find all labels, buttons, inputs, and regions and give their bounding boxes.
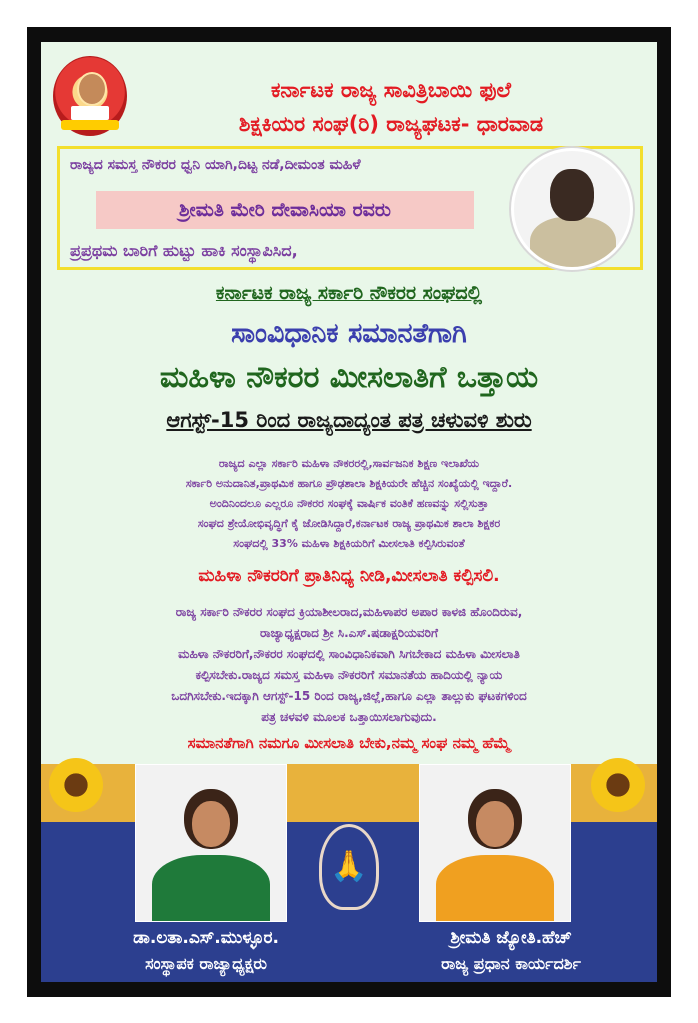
- sunflower-icon: [49, 758, 103, 812]
- president-role: ಸಂಸ್ಥಾಪಕ ರಾಜ್ಯಾಧ್ಯಕ್ಷರು: [145, 954, 267, 973]
- paragraph-2-line: ರಾಜ್ಯ ಸರ್ಕಾರಿ ನೌಕರರ ಸಂಘದ ಕ್ರಿಯಾಶೀಲರಾದ,ಮಹಿಳಾಪರ ಅಪಾರ ಕಾಳಜಿ ಹೊಂದಿರುವ,: [175, 605, 523, 619]
- secretary-photo: [419, 764, 571, 922]
- secretary-photo-face: [476, 801, 514, 847]
- paragraph-1-line: ಸಂಘದ ಶ್ರೇಯೋಭಿವೃದ್ಧಿಗೆ ಕೈ ಜೋಡಿಸಿದ್ದಾರೆ,ಕರ್ನಾಟಕ ರಾಜ್ಯ ಪ್ರಾಥಮಿಕ ಶಾಲಾ ಶಿಕ್ಷಕರ: [197, 517, 501, 530]
- paragraph-2-line: ಒದಗಿಸಬೇಕು.ಇದಕ್ಕಾಗಿ ಆಗಸ್ಟ್-15 ರಿಂದ ರಾಜ್ಯ,ಜಿಲ್ಲೆ,ಹಾಗೂ ಎಲ್ಲಾ ತಾಲ್ಲುಕು ಘಟಕಗಳಿಂದ: [171, 689, 527, 703]
- founder-photo-body: [530, 217, 616, 270]
- paragraph-2-line: ಮಹಿಳಾ ನೌಕರರಿಗೆ,ನೌಕರರ ಸಂಘದಲ್ಲಿ ಸಾಂವಿಧಾನಿಕವಾಗಿ ಸಿಗಬೇಕಾದ ಮಹಿಳಾ ಮೀಸಲಾತಿ: [178, 647, 520, 661]
- founder-line-1: ರಾಜ್ಯದ ಸಮಸ್ತ ನೌಕರರ ಧ್ವನಿ ಯಾಗಿ,ದಿಟ್ಟ ನಡೆ,ದೀಮಂತ ಮಹಿಳೆ: [70, 157, 361, 173]
- logo-ribbon: [61, 120, 119, 130]
- heading-movement-date: ಆಗಸ್ಟ್-15 ರಿಂದ ರಾಜ್ಯದಾದ್ಯಂತ ಪತ್ರ ಚಳುವಳಿ ಶುರು: [166, 408, 532, 432]
- founder-photo-head: [550, 169, 594, 221]
- logo-book-icon: [71, 106, 109, 120]
- president-photo-face: [192, 801, 230, 847]
- president-photo-body: [152, 855, 270, 922]
- association-logo: [53, 56, 127, 136]
- paragraph-1-line: ರಾಜ್ಯದ ಎಲ್ಲಾ ಸರ್ಕಾರಿ ಮಹಿಳಾ ನೌಕರರಲ್ಲಿ,ಸಾರ್ವಜನಿಕ ಶಿಕ್ಷಣ ಇಲಾಖೆಯ: [218, 457, 480, 470]
- paragraph-2-line: ರಾಜ್ಯಾಧ್ಯಕ್ಷರಾದ ಶ್ರೀ ಸಿ.ಎಸ್.ಷಡಾಕ್ಷರಿಯವರಿಗೆ: [260, 626, 438, 640]
- heading-reservation-demand: ಮಹಿಳಾ ನೌಕರರ ಮೀಸಲಾತಿಗೆ ಒತ್ತಾಯ: [159, 360, 539, 395]
- poster: [41, 42, 657, 982]
- logo-portrait: [77, 72, 107, 106]
- paragraph-1: [61, 454, 637, 554]
- secretary-role: ರಾಜ್ಯ ಪ್ರಧಾನ ಕಾರ್ಯದರ್ಶಿ: [441, 954, 581, 973]
- slogan: ಸಮಾನತೆಗಾಗಿ ನಮಗೂ ಮೀಸಲಾತಿ ಬೇಕು,ನಮ್ಮ ಸಂಘ ನಮ್ಮ ಹೆಮ್ಮೆ: [187, 734, 511, 752]
- paragraph-1-line: ಸರ್ಕಾರಿ ಅನುದಾನಿತ,ಪ್ರಾಥಮಿಕ ಹಾಗೂ ಪ್ರೌಢಶಾಲಾ ಶಿಕ್ಷಕಿಯರೇ ಹೆಚ್ಚಿನ ಸಂಖ್ಯೆಯಲ್ಲಿ ಇದ್ದಾರೆ.: [185, 477, 513, 490]
- secretary-name: ಶ್ರೀಮತಿ ಜ್ಯೋತಿ.ಹೆಚ್: [450, 928, 572, 948]
- heading-union: ಕರ್ನಾಟಕ ರಾಜ್ಯ ಸರ್ಕಾರಿ ನೌಕರರ ಸಂಘದಲ್ಲಿ: [215, 282, 483, 304]
- secretary-photo-body: [436, 855, 554, 922]
- president-photo: [135, 764, 287, 922]
- founder-photo: [511, 148, 633, 270]
- paragraph-1-line: ಸಂಘದಲ್ಲಿ 33% ಮಹಿಳಾ ಶಿಕ್ಷಕಿಯರಿಗೆ ಮೀಸಲಾತಿ ಕಲ್ಪಿಸಿರುವಂತೆ: [233, 537, 465, 550]
- paragraph-1-line: ಅಂದಿನಿಂದಲೂ ಎಲ್ಲರೂ ನೌಕರರ ಸಂಘಕ್ಕೆ ವಾರ್ಷಿಕ ವಂತಿಕೆ ಹಣವನ್ನು ಸಲ್ಲಿಸುತ್ತಾ: [209, 497, 489, 510]
- heading-equality: ಸಾಂವಿಧಾನಿಕ ಸಮಾನತೆಗಾಗಿ: [231, 318, 467, 349]
- paragraph-2-line: ಪತ್ರ ಚಳವಳಿ ಮೂಲಕ ಒತ್ತಾಯಿಸಲಾಗುವುದು.: [261, 710, 437, 724]
- title-line-2: ಶಿಕ್ಷಕಿಯರ ಸಂಘ(ರಿ) ರಾಜ್ಯಘಟಕ- ಧಾರವಾಡ: [238, 112, 544, 136]
- sunflower-icon: [591, 758, 645, 812]
- leaders-section: [41, 764, 657, 982]
- president-name: ಡಾ.ಲತಾ.ಎಸ್.ಮುಳ್ಳೂರ.: [133, 928, 279, 948]
- title-line-1: ಕರ್ನಾಟಕ ರಾಜ್ಯ ಸಾವಿತ್ರಿಬಾಯಿ ಫುಲೆ: [270, 78, 512, 102]
- founder-line-3: ಪ್ರಪ್ರಥಮ ಬಾರಿಗೆ ಹುಟ್ಟು ಹಾಕಿ ಸಂಸ್ಥಾಪಿಸಿದ,: [70, 241, 298, 260]
- representation-demand: ಮಹಿಳಾ ನೌಕರರಿಗೆ ಪ್ರಾತಿನಿಧ್ಯ ನೀಡಿ,ಮೀಸಲಾತಿ ಕಲ್ಪಿಸಲಿ.: [198, 566, 500, 586]
- founder-name-highlight: ಶ್ರೀಮತಿ ಮೇರಿ ದೇವಾಸಿಯಾ ರವರು: [96, 191, 474, 229]
- paragraph-2-line: ಕಲ್ಪಿಸಬೇಕು.ರಾಜ್ಯದ ಸಮಸ್ತ ಮಹಿಳಾ ನೌಕರರಿಗೆ ಸಮಾನತೆಯ ಹಾದಿಯಲ್ಲಿ ನ್ಯಾಯ: [195, 668, 503, 682]
- paragraph-2: [61, 602, 637, 728]
- namaste-hands-icon: 🙏: [319, 824, 379, 910]
